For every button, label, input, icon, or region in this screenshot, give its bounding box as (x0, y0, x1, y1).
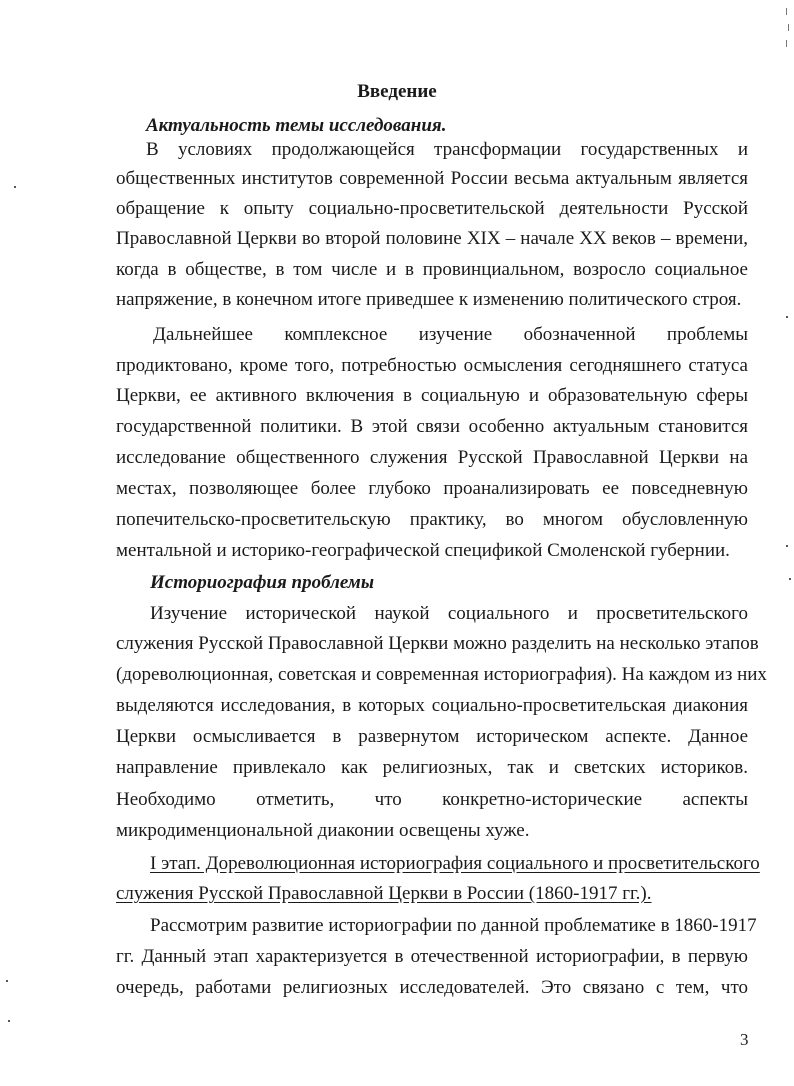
section-heading-relevance: Актуальность темы исследования. (146, 115, 447, 136)
section-heading-historiography: Историография проблемы (150, 572, 375, 593)
text-line: Дальнейшее комплексное изучение обозначенной проблемы (153, 324, 748, 345)
text-line: местах, позволяющее более глубоко проанализировать ее повседневную (116, 478, 748, 499)
text-line: выделяются исследования, в которых социально-просветительская диакония (116, 695, 748, 716)
text-line: Изучение исторической наукой социального и просветительского (150, 603, 748, 624)
stage-heading-line: I этап. Дореволюционная историография социального и просветительского (150, 853, 760, 874)
text-line: общественных институтов современной России весьма актуальным является (116, 168, 748, 189)
scan-speck (789, 578, 791, 580)
text-line: В условиях продолжающейся трансформации государственных и (146, 139, 748, 160)
text-line: Церкви, ее активного включения в социальную и образовательную сферы (116, 385, 748, 406)
text-line: обращение к опыту социально-просветительской деятельности Русской (116, 198, 748, 219)
text-line: направление привлекало как религиозных, так и светских историков. (116, 757, 748, 778)
page-heading: Введение (357, 81, 437, 102)
scan-mark (786, 40, 787, 47)
scan-speck (6, 980, 8, 982)
text-line: ментальной и историко-географической спецификой Смоленской губернии. (116, 540, 730, 561)
text-line: Рассмотрим развитие историографии по данной проблематике в 1860-1917 (150, 915, 757, 936)
text-line: напряжение, в конечном итоге приведшее к изменению политического строя. (116, 289, 742, 310)
text-line: служения Русской Православной Церкви можно разделить на несколько этапов (116, 633, 759, 654)
scan-speck (14, 186, 16, 188)
scan-speck (8, 1020, 10, 1022)
scan-speck (786, 316, 788, 318)
text-line: продиктовано, кроме того, потребностью осмысления сегодняшнего статуса (116, 355, 748, 376)
text-line: государственной политики. В этой связи особенно актуальным становится (116, 416, 748, 437)
text-line: Необходимо отметить, что конкретно-исторические аспекты (116, 789, 748, 810)
text-line: попечительско-просветительскую практику, во многом обусловленную (116, 509, 748, 530)
text-line: гг. Данный этап характеризуется в отечественной историографии, в первую (116, 946, 748, 967)
scan-mark (786, 8, 787, 15)
text-line: Церкви осмысливается в развернутом историческом аспекте. Данное (116, 726, 748, 747)
text-line: исследование общественного служения Русской Православной Церкви на (116, 447, 748, 468)
text-line: микродименциональной диаконии освещены хуже. (116, 820, 530, 841)
page-number: 3 (740, 1030, 749, 1049)
text-line: (дореволюционная, советская и современная историография). На каждом из них (116, 664, 767, 685)
text-line: очередь, работами религиозных исследователей. Это связано с тем, что (116, 977, 748, 998)
text-line: когда в обществе, в том числе и в провинциальном, возросло социальное (116, 259, 748, 280)
scan-speck (786, 545, 788, 547)
stage-heading-line: служения Русской Православной Церкви в России (1860-1917 гг.). (116, 883, 652, 904)
scan-mark (788, 24, 789, 31)
text-line: Православной Церкви во второй половине XIX – начале XX веков – времени, (116, 228, 748, 249)
